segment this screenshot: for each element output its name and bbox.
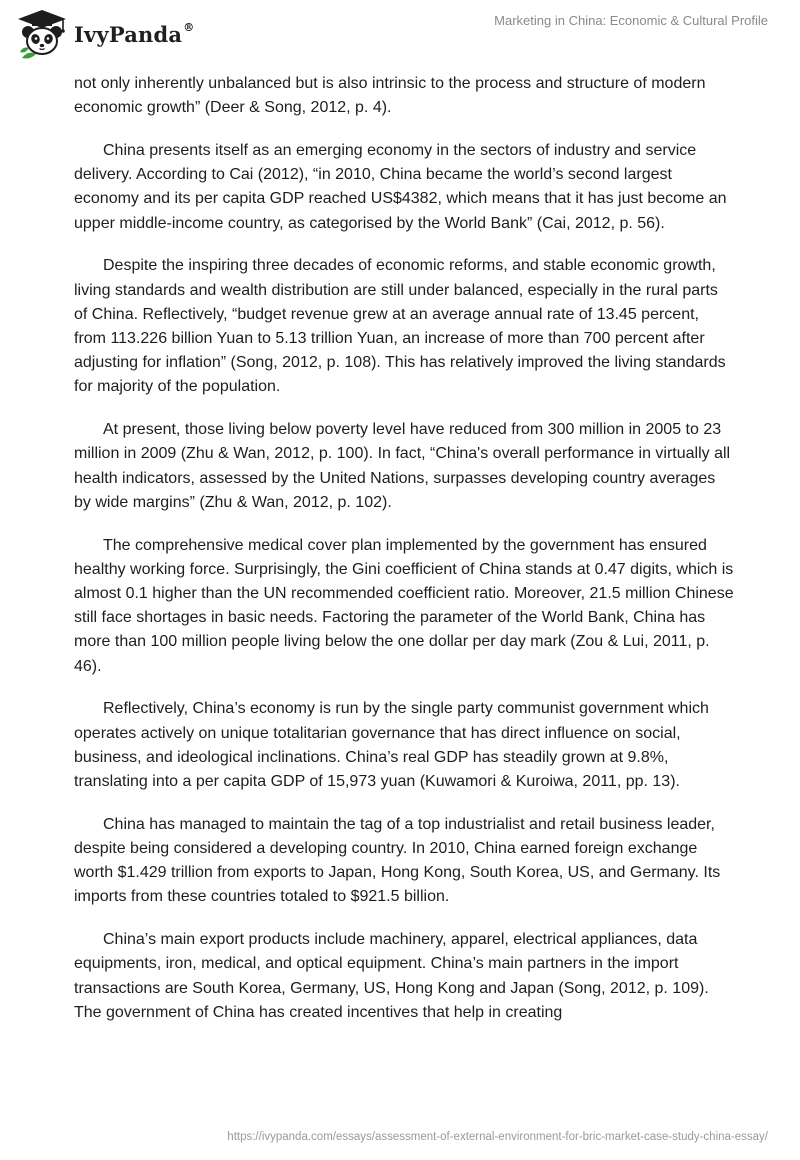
paragraph: not only inherently unbalanced but is also intrinsic to the process and structure of modern economic growth” (Deer & Song, 2012, p. 4).	[74, 75, 706, 117]
logo-wordmark: IvyPanda®	[74, 20, 195, 47]
document-title: Marketing in China: Economic & Cultural Profile	[494, 13, 768, 28]
paragraph: China has managed to maintain the tag of a top industrialist and retail business leader, despite being considered a developing country. In 2010, China earned foreign exchange worth $1.429 trillion from exports to Japan, Hong Kong, South Korea, US, and Germany. Its imports from these countries totaled to $921.5 billion.	[74, 815, 721, 906]
ivypanda-logo[interactable]	[14, 6, 194, 62]
paragraph: The comprehensive medical cover plan implemented by the government has ensured healthy working force. Surprisingly, the Gini coefficient of China stands at 0.47 digits, which is almost 0.1 higher than the UN recommended coefficient ratio. Moreover, 21.5 million Chinese still face shortages in basic needs. Factoring the parameter of the World Bank, China has more than 100 million people living below the one dollar per day mark (Zou & Lui, 2011, p. 46).	[74, 536, 734, 675]
paragraph: China presents itself as an emerging economy in the sectors of industry and service delivery. According to Cai (2012), “in 2010, China became the world’s second largest economy and its per capita GDP reached US$4382, which means that it has just become an upper middle-income country, as categorised by the World Bank” (Cai, 2012, p. 56).	[74, 142, 727, 232]
paragraph: Reflectively, China’s economy is run by the single party communist government which operates actively on unique totalitarian governance that has direct influence on social, business, and ideological inclinations. China’s real GDP has steadily grown at 9.8%, translating into a per capita GDP of 15,973 yuan (Kuwamori & Kuroiwa, 2011, pp. 13).	[74, 700, 709, 791]
paragraph: Despite the inspiring three decades of economic reforms, and stable economic growth, living standards and wealth distribution are still under balanced, especially in the rural parts of China. Reflectively, “budget revenue grew at an average annual rate of 13.45 percent, from 113.226 billion Yuan to 5.13 trillion Yuan, an increase of more than 700 percent after adjusting for inflation” (Song, 2012, p. 108). This has relatively improved the living standards for majority of the population.	[74, 257, 726, 396]
panda-graduate-icon	[14, 6, 70, 62]
paragraph: At present, those living below poverty level have reduced from 300 million in 2005 to 23 million in 2009 (Zhu & Wan, 2012, p. 100). In fact, “China's overall performance in virtually all health indicators, assessed by the United Nations, surpasses developing country averages by wide margins” (Zhu & Wan, 2012, p. 102).	[74, 421, 731, 511]
source-url[interactable]: https://ivypanda.com/essays/assessment-of-external-environment-for-bric-market-case-study-china-essay/	[227, 1131, 768, 1143]
paragraph: China’s main export products include machinery, apparel, electrical appliances, data equipments, iron, medical, and optical equipment. China’s main partners in the import transactions are South Korea, Germany, US, Hong Kong and Japan (Song, 2012, p. 109). The government of China has created incentives that help in creating	[74, 931, 709, 1021]
essay-body	[74, 72, 734, 1044]
page-header	[0, 0, 800, 66]
